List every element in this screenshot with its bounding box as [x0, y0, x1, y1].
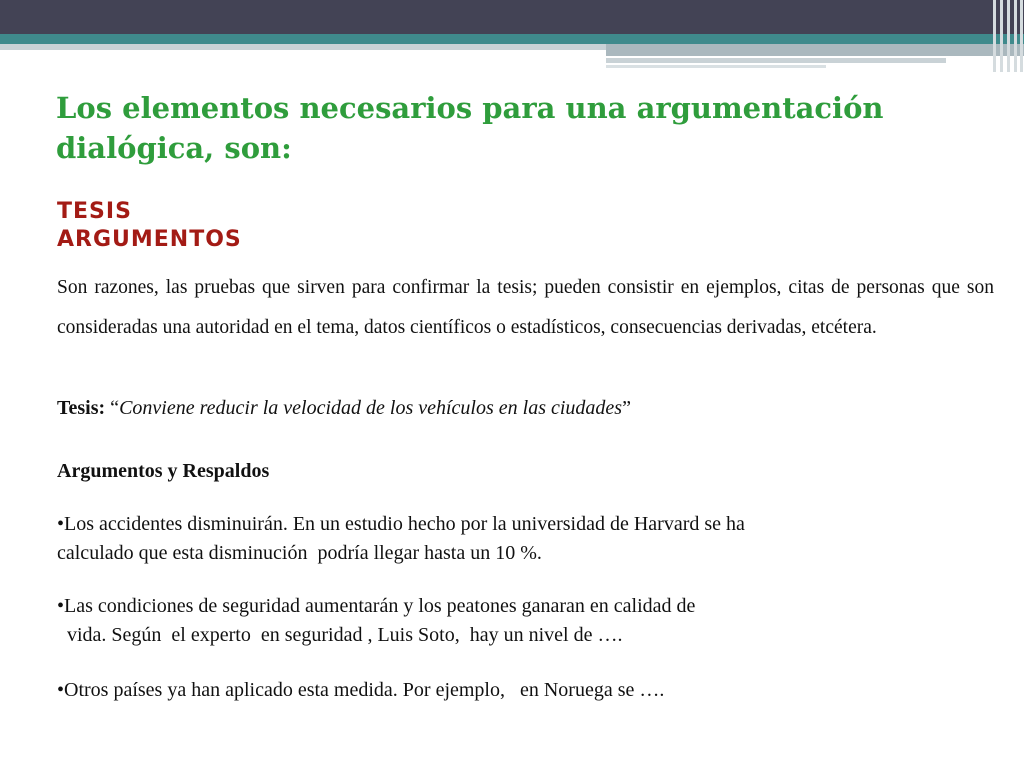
header-band-grey-left	[0, 44, 606, 50]
bullet-line: •Las condiciones de seguridad aumentarán y los peatones ganaran en calidad de	[57, 595, 696, 617]
argument-bullet-3	[57, 676, 997, 705]
bullet-line: •Otros países ya han aplicado esta medida. Por ejemplo, en Noruega se ….	[57, 679, 665, 701]
section-headings	[57, 198, 242, 254]
bullet-line: vida. Según el experto en seguridad , Luis Soto, hay un nivel de ….	[57, 624, 623, 646]
header-band-grey-right	[606, 44, 1024, 56]
argument-bullet-1	[57, 510, 997, 568]
stripe	[1007, 0, 1010, 72]
header-band-grey-thinner	[606, 65, 826, 68]
thesis-close-quote: ”	[622, 397, 631, 419]
slide-title: Los elementos necesarios para una argumentación dialógica, son:	[56, 91, 884, 165]
stripe	[1020, 0, 1023, 72]
header-band-dark	[0, 0, 1024, 34]
arguments-heading: Argumentos y Respaldos	[57, 460, 270, 482]
header-band-grey-thin	[606, 58, 946, 63]
argument-bullet-2	[57, 592, 997, 650]
thesis-open-quote: “	[105, 397, 120, 419]
thesis-statement	[57, 393, 997, 423]
bullet-line: •Los accidentes disminuirán. En un estudio hecho por la universidad de Harvard se ha	[57, 513, 745, 535]
argumentos-description: Son razones, las pruebas que sirven para confirmar la tesis; pueden consistir en ejemplos, citas de personas que son consideradas una autoridad en el tema, datos científicos o estadísticos, consecuencias derivadas, etcétera.	[57, 277, 994, 338]
heading-tesis: TESIS	[57, 199, 132, 224]
heading-argumentos: ARGUMENTOS	[57, 227, 242, 252]
header-vertical-stripes	[990, 0, 1024, 72]
thesis-text: Conviene reducir la velocidad de los vehículos en las ciudades	[119, 397, 623, 419]
header-band-teal	[0, 34, 1024, 44]
stripe	[1000, 0, 1003, 72]
stripe	[1014, 0, 1017, 72]
stripe	[993, 0, 996, 72]
thesis-label: Tesis:	[57, 397, 106, 419]
bullet-line: calculado que esta disminución podría llegar hasta un 10 %.	[57, 542, 542, 564]
